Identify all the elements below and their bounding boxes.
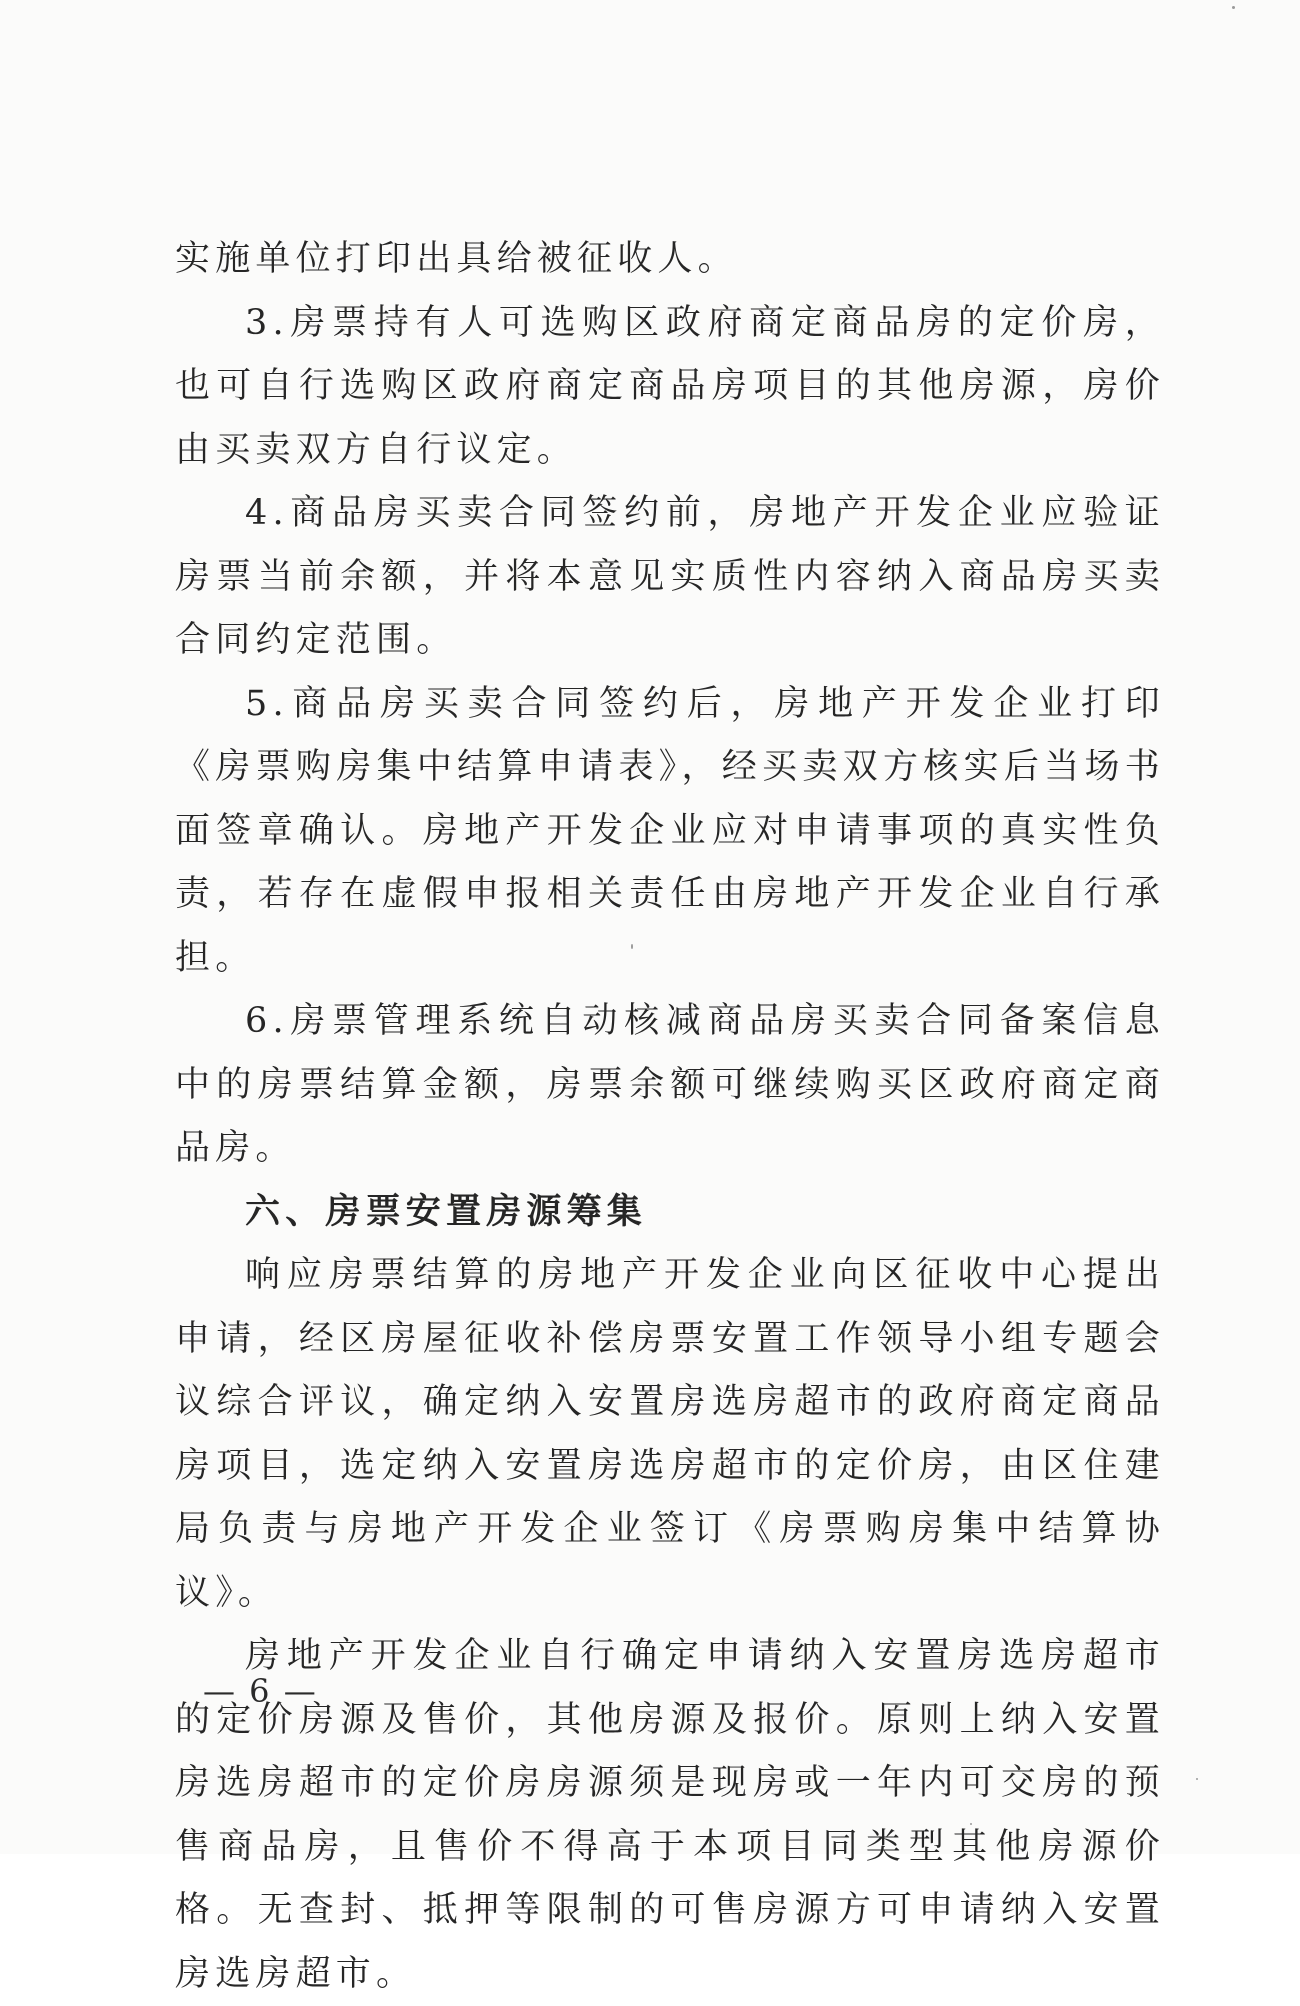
scan-speck (970, 1823, 972, 1825)
scan-speck (1232, 6, 1235, 9)
scan-speck (631, 944, 633, 949)
paragraph-item-5: 5.商品房买卖合同签约后，房地产开发企业打印《房票购房集中结算申请表》，经买卖双方核实后当场书面签章确认。房地产开发企业应对申请事项的真实性负责，若存在虚假申报相关责任由房地产开发企业自行承担。 (175, 683, 1165, 978)
paragraph-item-4: 4.商品房买卖合同签约前，房地产开发企业应验证房票当前余额，并将本意见实质性内容纳入商品房买卖合同约定范围。 (175, 493, 1165, 660)
paragraph-item-6: 6.房票管理系统自动核减商品房买卖合同备案信息中的房票结算金额，房票余额可继续购买区政府商定商品房。 (175, 1001, 1165, 1168)
section-paragraph-1: 响应房票结算的房地产开发企业向区征收中心提出申请，经区房屋征收补偿房票安置工作领导小组专题会议综合评议，确定纳入安置房选房超市的政府商定商品房项目，选定纳入安置房选房超市的定价房，由区住建局负责与房地产开发企业签订《房票购房集中结算协议》。 (175, 1255, 1165, 1613)
section-heading: 六、房票安置房源筹集 (245, 1191, 648, 1232)
section-paragraph-2: 房地产开发企业自行确定申请纳入安置房选房超市的定价房源及售价，其他房源及报价。原则上纳入安置房选房超市的定价房房源须是现房或一年内可交房的预售商品房，且售价不得高于本项目同类型其他房源价格。无查封、抵押等限制的可售房源方可申请纳入安置房选房超市。 (175, 1636, 1165, 1994)
document-body (175, 228, 1165, 2006)
scan-speck (1196, 1778, 1198, 1780)
paragraph-continuation: 实施单位打印出具给被征收人。 (175, 239, 738, 279)
paragraph-item-3: 3.房票持有人可选购区政府商定商品房的定价房，也可自行选购区政府商定商品房项目的其他房源，房价由买卖双方自行议定。 (175, 302, 1165, 470)
page-number: — 6 — (203, 1672, 318, 1710)
